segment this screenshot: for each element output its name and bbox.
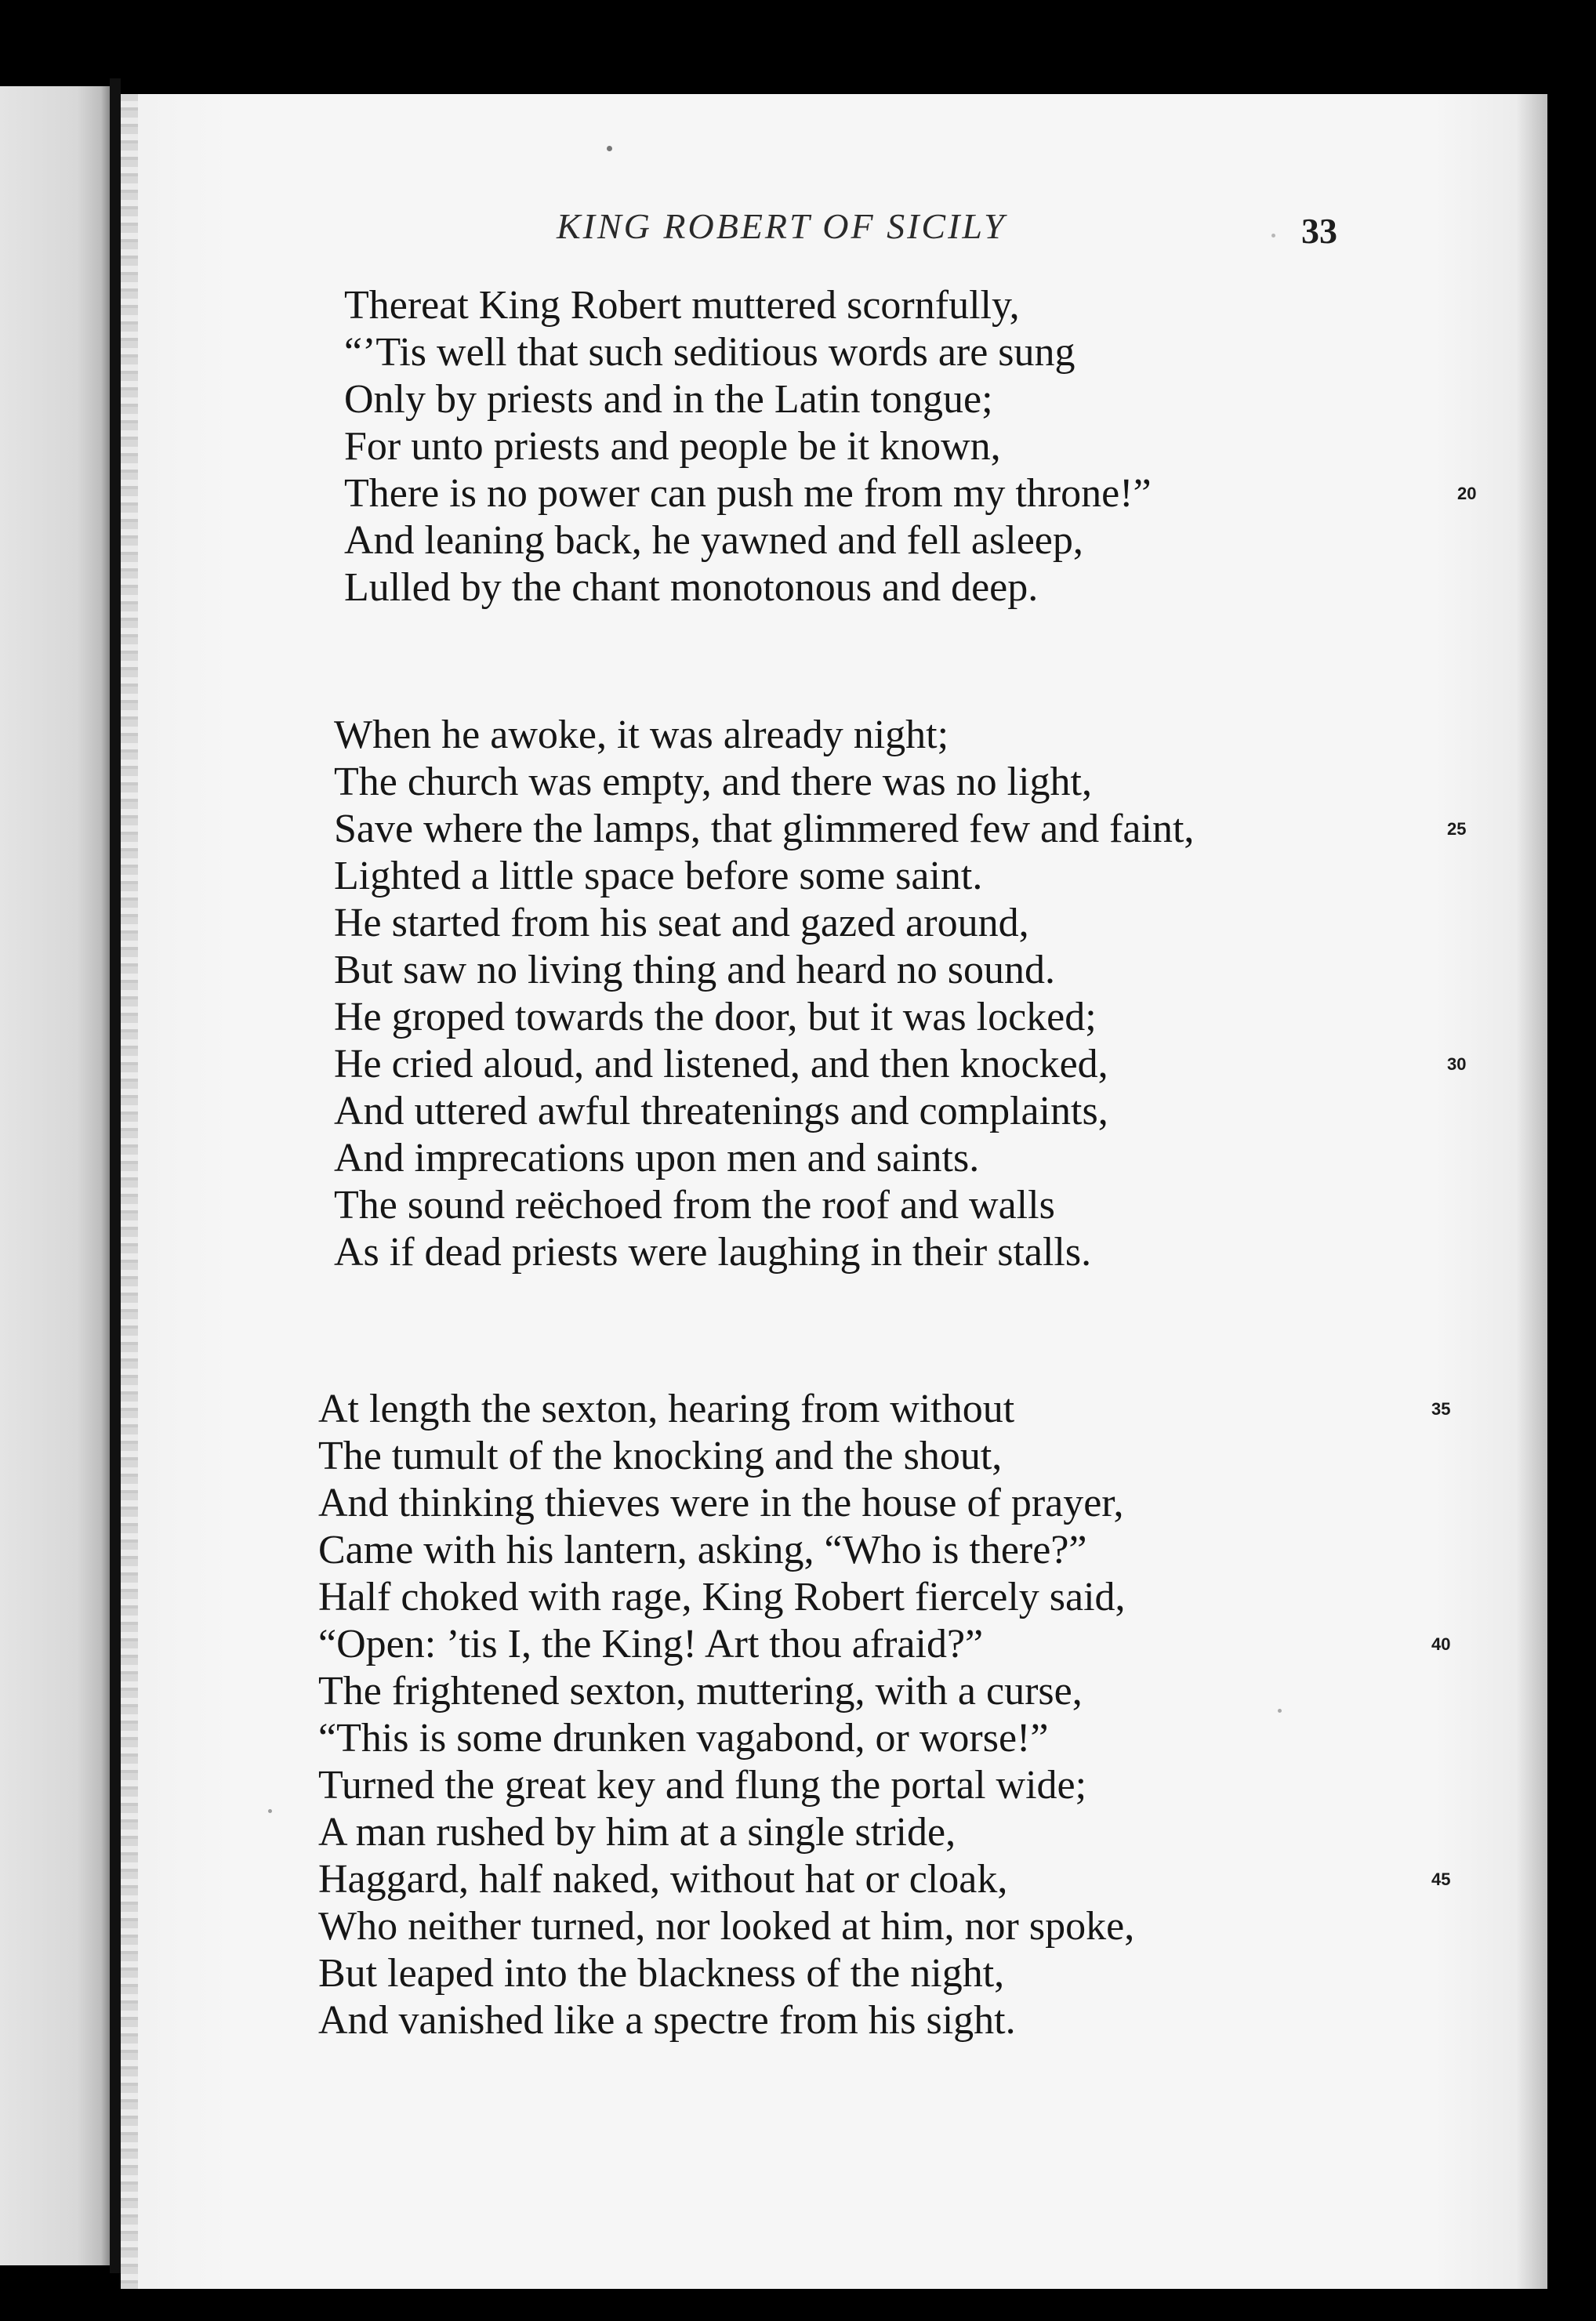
dust-speck [268, 1809, 272, 1813]
verse-line [344, 282, 1152, 329]
dust-speck [607, 146, 612, 151]
verse-line [334, 712, 1194, 759]
line-text: But leaped into the blackness of the night, [318, 1951, 1005, 1996]
verse-line [318, 1527, 1134, 1574]
line-text: And imprecations upon men and saints. [334, 1136, 980, 1180]
verse-line [318, 1903, 1134, 1950]
verse-line [318, 1480, 1134, 1527]
line-text: Haggard, half naked, without hat or cloak, [318, 1857, 1008, 1902]
line-text: Lulled by the chant monotonous and deep. [344, 565, 1039, 610]
verse-line [334, 1229, 1194, 1276]
verse-line [318, 1856, 1451, 1903]
line-text: As if dead priests were laughing in their stalls. [334, 1230, 1092, 1275]
line-text: And thinking thieves were in the house of prayer, [318, 1481, 1124, 1525]
book-gutter [110, 78, 121, 2273]
line-text: Half choked with rage, King Robert fiercely said, [318, 1575, 1126, 1619]
line-text: Turned the great key and flung the portal wide; [318, 1763, 1087, 1808]
page-number: 33 [1301, 211, 1337, 251]
line-text: Who neither turned, nor looked at him, nor spoke, [318, 1904, 1135, 1949]
verse-line [334, 853, 1194, 900]
line-text: Came with his lantern, asking, “Who is there?” [318, 1528, 1087, 1572]
line-text: There is no power can push me from my throne!” [344, 471, 1152, 516]
line-text: When he awoke, it was already night; [334, 713, 949, 757]
line-number: 35 [1431, 1399, 1451, 1419]
stanza [318, 1386, 1451, 2044]
verse-line [318, 1762, 1134, 1809]
verse-line [334, 1041, 1467, 1088]
stanza [334, 712, 1467, 1276]
line-text: Only by priests and in the Latin tongue; [344, 377, 993, 422]
previous-page-edge [0, 86, 110, 2265]
line-text: “Open: ’tis I, the King! Art thou afraid?” [318, 1622, 984, 1666]
line-text: And leaning back, he yawned and fell asleep, [344, 518, 1083, 563]
verse-line [334, 1182, 1194, 1229]
verse-line [344, 517, 1152, 564]
verse-line [334, 759, 1194, 806]
line-text: At length the sexton, hearing from without [318, 1387, 1015, 1431]
verse-line [318, 1668, 1134, 1715]
verse-line [344, 376, 1152, 423]
line-text: Save where the lamps, that glimmered few and faint, [334, 807, 1195, 851]
verse-line [334, 1135, 1194, 1182]
line-text: A man rushed by him at a single stride, [318, 1810, 956, 1855]
verse-line [334, 806, 1467, 853]
line-text: Thereat King Robert muttered scornfully, [344, 283, 1020, 328]
verse-line [334, 900, 1194, 947]
verse-line [344, 470, 1477, 517]
line-text: He cried aloud, and listened, and then knocked, [334, 1042, 1108, 1086]
verse-line [318, 1809, 1134, 1856]
line-text: He groped towards the door, but it was locked; [334, 995, 1097, 1039]
line-number: 45 [1431, 1869, 1451, 1889]
dust-speck [1278, 1709, 1282, 1713]
line-number: 25 [1447, 819, 1467, 839]
line-text: And uttered awful threatenings and complaints, [334, 1089, 1108, 1133]
verse-line [334, 994, 1194, 1041]
book-page [121, 94, 1547, 2289]
line-number: 40 [1431, 1634, 1451, 1654]
line-text: The tumult of the knocking and the shout, [318, 1434, 1003, 1478]
verse-line [344, 423, 1152, 470]
line-text: But saw no living thing and heard no sound. [334, 948, 1056, 992]
line-text: The sound reëchoed from the roof and walls [334, 1183, 1055, 1228]
verse-line [318, 1386, 1451, 1433]
verse-line [334, 1088, 1194, 1135]
line-text: For unto priests and people be it known, [344, 424, 1001, 469]
running-head: KING ROBERT OF SICILY [557, 206, 1007, 246]
line-text: The frightened sexton, muttering, with a curse, [318, 1669, 1083, 1714]
line-number: 30 [1447, 1054, 1467, 1074]
verse-line [318, 1715, 1134, 1762]
page-binding-shadow [121, 94, 138, 2289]
line-text: Lighted a little space before some saint. [334, 854, 983, 898]
verse-line [318, 1621, 1451, 1668]
line-number: 20 [1457, 484, 1477, 503]
line-text: The church was empty, and there was no light, [334, 760, 1093, 804]
dust-speck [1271, 234, 1275, 238]
verse-line [318, 1950, 1134, 1997]
line-text: “This is some drunken vagabond, or worse!” [318, 1716, 1049, 1761]
page-edge-shadow [1516, 94, 1547, 2289]
verse-line [318, 1574, 1134, 1621]
verse-line [344, 564, 1152, 611]
verse-line [318, 1433, 1134, 1480]
line-text: “’Tis well that such seditious words are sung [344, 330, 1075, 375]
line-text: And vanished like a spectre from his sight. [318, 1998, 1016, 2043]
stanza [344, 282, 1477, 611]
line-text: He started from his seat and gazed around, [334, 901, 1029, 945]
verse-line [344, 329, 1152, 376]
verse-line [318, 1997, 1134, 2044]
verse-line [334, 947, 1194, 994]
